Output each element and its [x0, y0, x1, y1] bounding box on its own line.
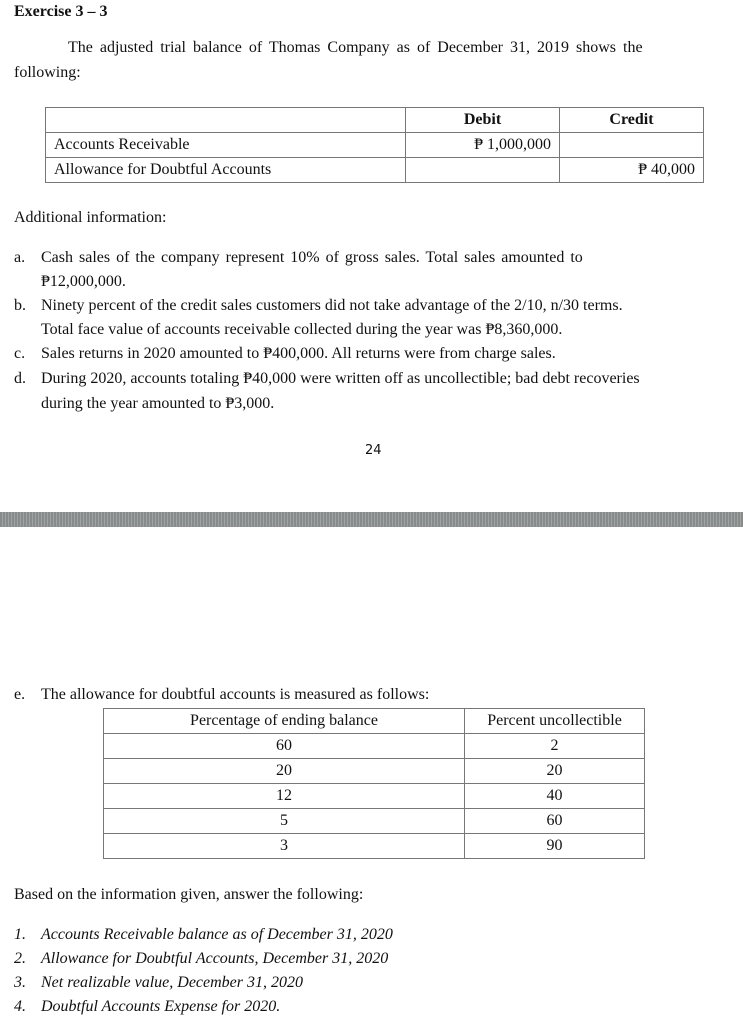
uncollectible-cell: 60 [465, 809, 645, 834]
percentage-cell: 5 [104, 809, 465, 834]
item-letter: a. [14, 249, 26, 266]
item-letter: b. [14, 297, 26, 314]
question-text: Net realizable value, December 31, 2020 [41, 974, 304, 991]
table-row [104, 809, 645, 834]
question-number: 4. [14, 998, 26, 1015]
question-number: 3. [14, 974, 26, 991]
account-name: Allowance for Doubtful Accounts [46, 158, 406, 183]
intro-text-cont: following: [14, 64, 81, 81]
item-letter: c. [14, 345, 26, 362]
debit-header: Debit [463, 111, 502, 128]
table-row [104, 784, 645, 809]
column-header: Percentage of ending balance [104, 709, 465, 734]
exercise-title: Exercise 3 – 3 [14, 3, 108, 20]
table-row [104, 734, 645, 759]
debit-value: ₱ 1,000,000 [406, 133, 560, 158]
question-text: Allowance for Doubtful Accounts, December 31, 2020 [41, 950, 389, 967]
page-break-divider [0, 512, 743, 527]
questions-intro: Based on the information given, answer the following: [14, 886, 364, 903]
uncollectible-cell: 40 [465, 784, 645, 809]
table-row [104, 834, 645, 859]
item-text: Cash sales of the company represent 10% of gross sales. Total sales amounted to [41, 249, 583, 266]
debit-value [406, 158, 560, 183]
aging-table [103, 708, 645, 859]
intro-text: The adjusted trial balance of Thomas Company as of December 31, 2019 shows the [68, 39, 643, 56]
uncollectible-cell: 90 [465, 834, 645, 859]
uncollectible-cell: 20 [465, 759, 645, 784]
item-text: ₱12,000,000. [41, 273, 126, 290]
table-header-row [104, 709, 645, 734]
item-text: during the year amounted to ₱3,000. [41, 395, 275, 412]
question-text: Doubtful Accounts Expense for 2020. [41, 998, 281, 1015]
question-number: 1. [14, 926, 26, 943]
item-text: Total face value of accounts receivable collected during the year was ₱8,360,000. [41, 321, 563, 338]
percentage-cell: 3 [104, 834, 465, 859]
question-text: Accounts Receivable balance as of December 31, 2020 [41, 926, 393, 943]
item-letter: d. [14, 370, 26, 387]
table-header-row [46, 108, 704, 133]
item-text: During 2020, accounts totaling ₱40,000 were written off as uncollectible; bad debt recoveries [41, 370, 640, 387]
page-number: 24 [365, 443, 382, 458]
item-text: Ninety percent of the credit sales customers did not take advantage of the 2/10, n/30 terms. [41, 297, 623, 314]
table-row [46, 158, 704, 183]
question-number: 2. [14, 950, 26, 967]
additional-info-label: Additional information: [14, 209, 167, 226]
account-name: Accounts Receivable [46, 133, 406, 158]
credit-value [560, 133, 704, 158]
uncollectible-cell: 2 [465, 734, 645, 759]
table-row [104, 759, 645, 784]
column-header: Percent uncollectible [465, 709, 645, 734]
credit-value: ₱ 40,000 [560, 158, 704, 183]
percentage-cell: 12 [104, 784, 465, 809]
trial-balance-table [45, 107, 704, 183]
percentage-cell: 60 [104, 734, 465, 759]
percentage-cell: 20 [104, 759, 465, 784]
item-text: Sales returns in 2020 amounted to ₱400,000. All returns were from charge sales. [41, 345, 556, 362]
credit-header: Credit [609, 111, 654, 128]
table-row [46, 133, 704, 158]
item-text: The allowance for doubtful accounts is measured as follows: [41, 686, 430, 703]
item-letter: e. [14, 686, 26, 703]
